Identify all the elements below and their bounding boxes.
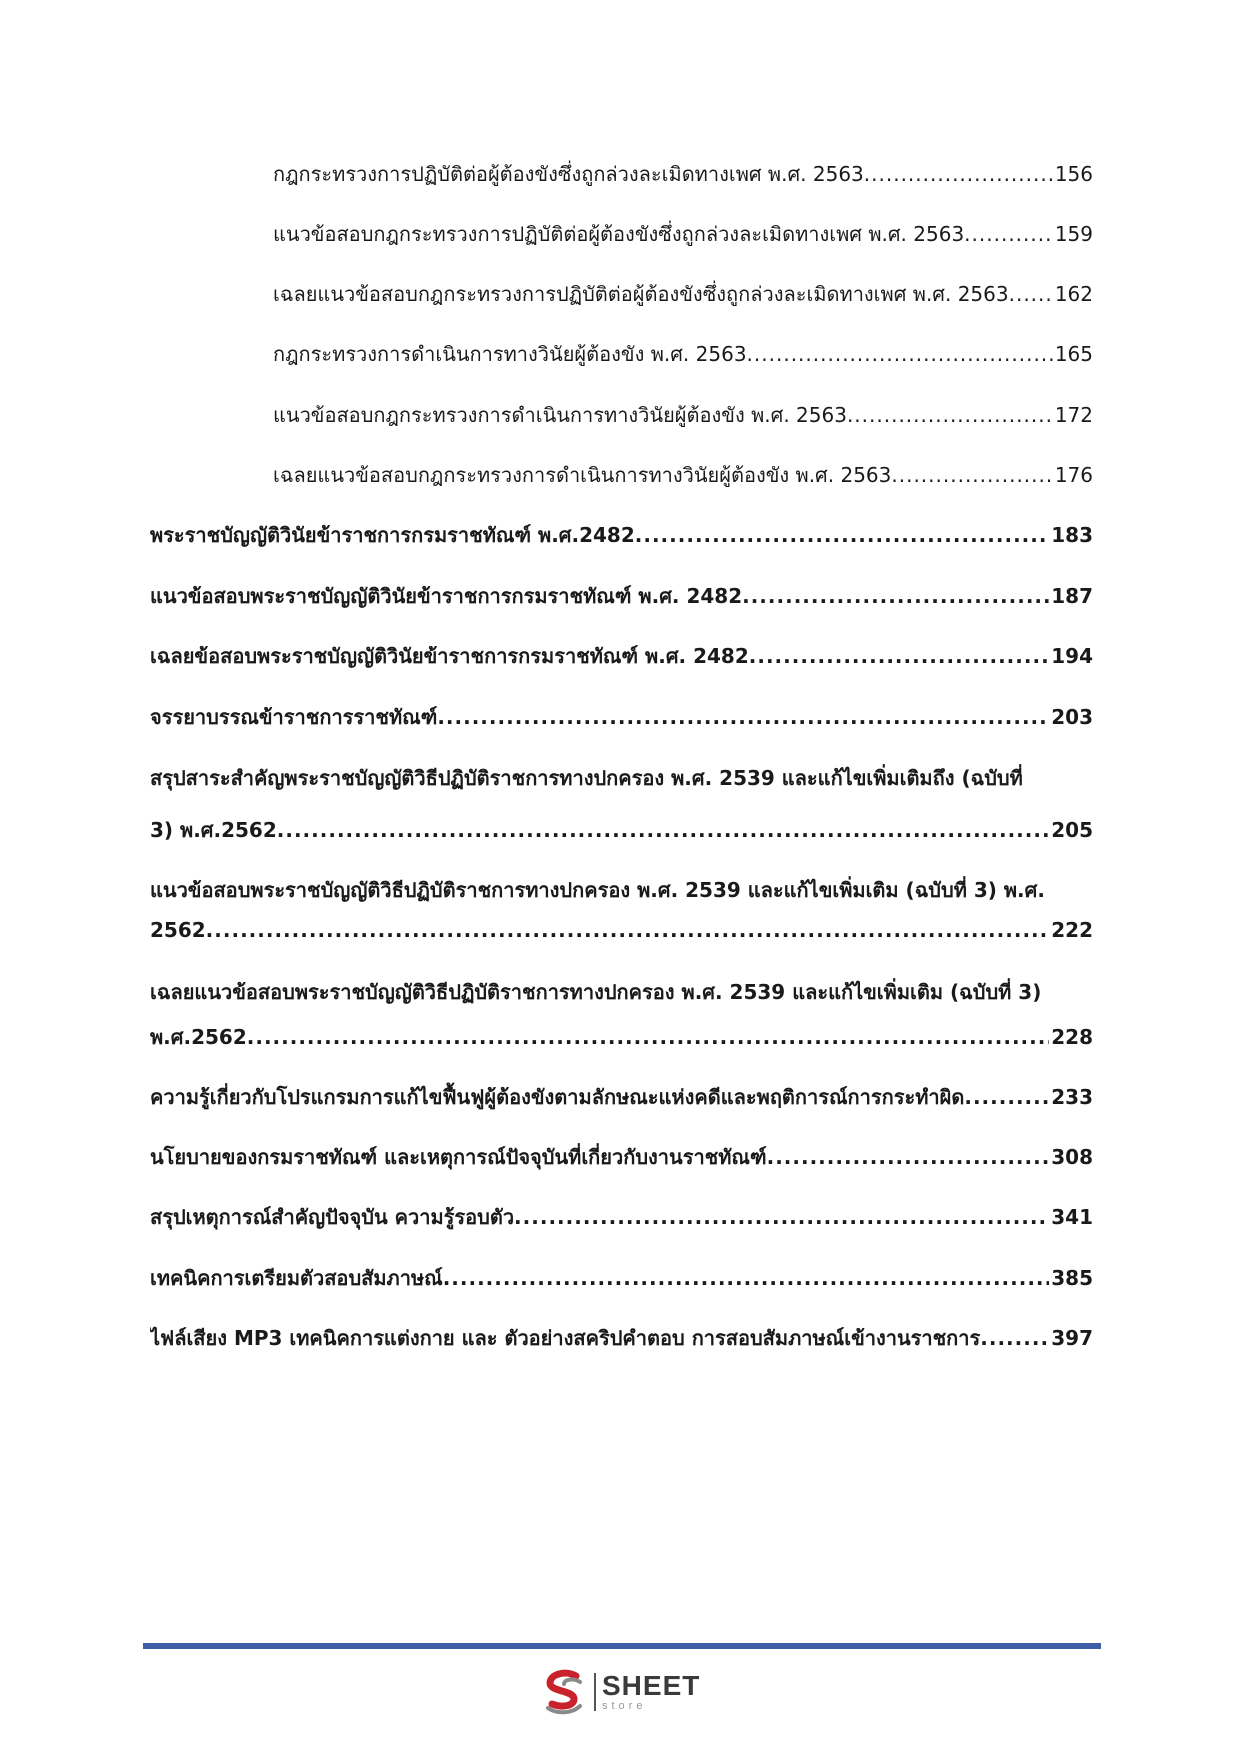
toc-dot-leader <box>742 584 1049 608</box>
toc-entry-title: แนวข้อสอบกฎกระทรวงการปฏิบัติต่อผู้ต้องขังซึ่งถูกล่วงละเมิดทางเพศ พ.ศ. 2563 <box>273 222 965 246</box>
toc-entry[interactable] <box>150 1141 1093 1173</box>
toc-page-number: 159 <box>1054 222 1093 246</box>
toc-dot-leader <box>864 162 1053 186</box>
toc-entry[interactable] <box>273 338 1093 370</box>
toc-entry-title: เฉลยข้อสอบพระราชบัญญัติวินัยข้าราชการกรมราชทัณฑ์ พ.ศ. 2482 <box>150 644 749 668</box>
toc-dot-leader <box>277 818 1049 842</box>
toc-entry[interactable] <box>150 1322 1093 1354</box>
toc-entry[interactable] <box>273 158 1093 190</box>
toc-dot-leader <box>437 705 1049 729</box>
toc-entry-title: 3) พ.ศ.2562 <box>150 818 277 842</box>
toc-entry-title: เฉลยแนวข้อสอบกฎกระทรวงการปฏิบัติต่อผู้ต้องขังซึ่งถูกล่วงละเมิดทางเพศ พ.ศ. 2563 <box>273 282 1009 306</box>
toc-page-number: 165 <box>1054 342 1093 366</box>
sheet-store-logo-icon <box>540 1668 590 1716</box>
toc-entry-title: กฎกระทรวงการปฏิบัติต่อผู้ต้องขังซึ่งถูกล่วงละเมิดทางเพศ พ.ศ. 2563 <box>273 162 864 186</box>
toc-dot-leader <box>749 644 1050 668</box>
toc-page-number: 233 <box>1051 1085 1093 1109</box>
toc-dot-leader <box>964 222 1053 246</box>
toc-dot-leader <box>443 1266 1050 1290</box>
toc-page-number: 228 <box>1051 1025 1093 1049</box>
toc-page-number: 183 <box>1051 523 1093 547</box>
toc-dot-leader <box>1009 282 1053 306</box>
toc-entry[interactable] <box>150 918 1093 942</box>
toc-dot-leader <box>514 1205 1049 1229</box>
toc-entry-first-line[interactable]: สรุปสาระสำคัญพระราชบัญญัติวิธีปฏิบัติราชการทางปกครอง พ.ศ. 2539 และแก้ไขเพิ่มเติมถึง (ฉบับที่ <box>150 766 1023 790</box>
toc-dot-leader <box>980 1326 1049 1350</box>
logo-brand-sub: store <box>602 1700 647 1712</box>
toc-entry-title: นโยบายของกรมราชทัณฑ์ และเหตุการณ์ปัจจุบันที่เกี่ยวกับงานราชทัณฑ์ <box>150 1145 767 1169</box>
toc-entry[interactable] <box>150 640 1093 672</box>
toc-entry-title: สรุปเหตุการณ์สำคัญปัจจุบัน ความรู้รอบตัว <box>150 1205 515 1229</box>
toc-page-number: 397 <box>1051 1326 1093 1350</box>
toc-entry-title: พระราชบัญญัติวินัยข้าราชการกรมราชทัณฑ์ พ.ศ.2482 <box>150 523 635 547</box>
toc-entry-title: พ.ศ.2562 <box>150 1025 247 1049</box>
toc-entry-title: กฎกระทรวงการดำเนินการทางวินัยผู้ต้องขัง พ.ศ. 2563 <box>273 342 747 366</box>
toc-entry[interactable] <box>150 701 1093 733</box>
logo-brand: SHEET <box>602 1670 701 1701</box>
toc-page-number: 162 <box>1054 282 1093 306</box>
toc-dot-leader <box>964 1085 1049 1109</box>
toc-entry-title: เฉลยแนวข้อสอบกฎกระทรวงการดำเนินการทางวินัยผู้ต้องขัง พ.ศ. 2563 <box>273 463 892 487</box>
toc-page-number: 156 <box>1054 162 1093 186</box>
toc-page-number: 205 <box>1051 818 1093 842</box>
toc-dot-leader <box>247 1025 1050 1049</box>
toc-dot-leader <box>767 1145 1050 1169</box>
toc-entry-title: ความรู้เกี่ยวกับโปรแกรมการแก้ไขฟื้นฟูผู้ต้องขังตามลักษณะแห่งคดีและพฤติการณ์การกระทำผิด <box>150 1085 965 1109</box>
toc-entry[interactable] <box>273 278 1093 310</box>
toc-entry[interactable] <box>150 580 1093 612</box>
toc-entry[interactable] <box>150 814 1093 846</box>
toc-entry-title: แนวข้อสอบกฎกระทรวงการดำเนินการทางวินัยผู้ต้องขัง พ.ศ. 2563 <box>273 403 847 427</box>
toc-dot-leader <box>891 463 1052 487</box>
toc-page-number: 203 <box>1051 705 1093 729</box>
toc-page-number: 341 <box>1051 1205 1093 1229</box>
logo-separator <box>594 1673 596 1711</box>
toc-page-number: 222 <box>1051 918 1093 942</box>
toc-entry[interactable] <box>150 1262 1093 1294</box>
toc-dot-leader <box>206 918 1050 942</box>
toc-entry[interactable] <box>150 1021 1093 1053</box>
toc-page-number: 172 <box>1054 403 1093 427</box>
sheet-store-logo <box>540 1668 700 1716</box>
footer-divider <box>143 1643 1101 1649</box>
toc-entry[interactable] <box>150 519 1093 551</box>
toc-entry-title: ไฟล์เสียง MP3 เทคนิคการแต่งกาย และ ตัวอย่างสคริปคำตอบ การสอบสัมภาษณ์เข้างานราชการ <box>150 1326 981 1350</box>
toc-dot-leader <box>747 342 1053 366</box>
toc-entry-first-line[interactable]: แนวข้อสอบพระราชบัญญัติวิธีปฏิบัติราชการทางปกครอง พ.ศ. 2539 และแก้ไขเพิ่มเติม (ฉบับที่ 3) พ.ศ. <box>150 878 1045 902</box>
toc-entry[interactable] <box>150 1081 1093 1113</box>
toc-page-number: 308 <box>1051 1145 1093 1169</box>
toc-dot-leader <box>635 523 1049 547</box>
toc-entry[interactable] <box>273 218 1093 250</box>
toc-entry-first-line[interactable]: เฉลยแนวข้อสอบพระราชบัญญัติวิธีปฏิบัติราชการทางปกครอง พ.ศ. 2539 และแก้ไขเพิ่มเติม (ฉบับที่ 3) <box>150 980 1042 1004</box>
toc-entry-title: แนวข้อสอบพระราชบัญญัติวินัยข้าราชการกรมราชทัณฑ์ พ.ศ. 2482 <box>150 584 743 608</box>
toc-entry[interactable] <box>273 459 1093 491</box>
logo-wordmark <box>602 1672 700 1712</box>
toc-entry-title: เทคนิคการเตรียมตัวสอบสัมภาษณ์ <box>150 1266 443 1290</box>
toc-entry[interactable] <box>150 1201 1093 1233</box>
toc-page-number: 385 <box>1051 1266 1093 1290</box>
toc-page-number: 187 <box>1051 584 1093 608</box>
toc-page-number: 176 <box>1054 463 1093 487</box>
toc-entry-title: จรรยาบรรณข้าราชการราชทัณฑ์ <box>150 705 438 729</box>
toc-dot-leader <box>847 403 1053 427</box>
toc-entry[interactable] <box>273 399 1093 431</box>
toc-entry-title: 2562 <box>150 918 206 942</box>
toc-page-number: 194 <box>1051 644 1093 668</box>
